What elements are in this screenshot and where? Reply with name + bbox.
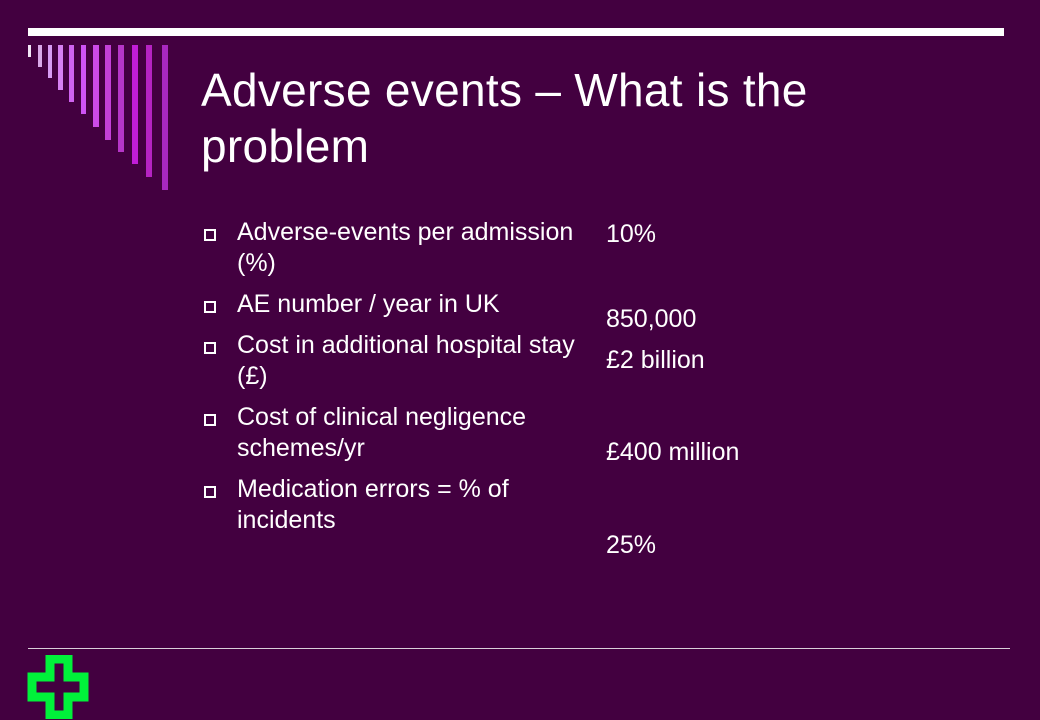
stripe-icon	[28, 45, 31, 57]
list-item	[204, 289, 579, 320]
bullet-label: AE number / year in UK	[237, 290, 500, 318]
page-title: Adverse events – What is the problem	[201, 64, 808, 172]
hollow-square-icon	[204, 229, 216, 241]
stripe-icon	[38, 45, 42, 67]
stripe-icon	[81, 45, 86, 114]
bullet-list	[204, 217, 579, 546]
stripe-decoration-icon	[24, 45, 174, 195]
stripe-icon	[48, 45, 52, 78]
value-ae-number: 850,000	[606, 305, 697, 333]
value-medication-errors: 25%	[606, 531, 657, 559]
bottom-rule	[28, 648, 1010, 649]
stripe-icon	[69, 45, 74, 102]
hollow-square-icon	[204, 414, 216, 426]
value-adverse-events-percent: 10%	[606, 220, 657, 248]
top-rule	[28, 28, 1004, 36]
stripe-icon	[105, 45, 111, 140]
list-item	[204, 217, 579, 279]
stripe-icon	[58, 45, 63, 90]
stripe-icon	[118, 45, 124, 152]
value-negligence-cost: £400 million	[606, 438, 740, 466]
hollow-square-icon	[204, 342, 216, 354]
value-hospital-stay-cost: £2 billion	[606, 346, 705, 374]
list-item	[204, 474, 579, 536]
stripe-icon	[93, 45, 99, 127]
list-item	[204, 330, 579, 392]
hollow-square-icon	[204, 301, 216, 313]
bullet-label: Adverse-events per admission (%)	[237, 218, 574, 277]
list-item	[204, 402, 579, 464]
bullet-label: Cost in additional hospital stay (£)	[237, 331, 575, 390]
hollow-square-icon	[204, 486, 216, 498]
green-cross-icon	[26, 655, 90, 719]
stripe-icon	[132, 45, 138, 164]
bullet-label: Medication errors = % of incidents	[237, 475, 509, 534]
stripe-icon	[162, 45, 168, 190]
stripe-icon	[146, 45, 152, 177]
bullet-label: Cost of clinical negligence schemes/yr	[237, 403, 527, 462]
